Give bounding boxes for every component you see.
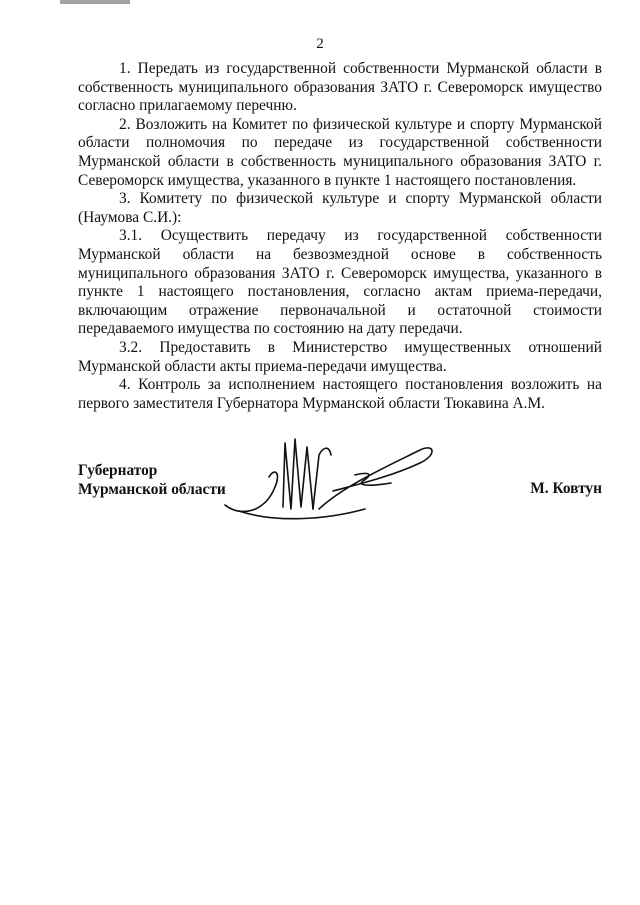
signatory-position-line-2: Мурманской области (78, 481, 226, 498)
paragraph-3-1: 3.1. Осуществить передачу из государственной собственности Мурманской области на безвозмездной основе в собственность муниципального образования ЗАТО г. Североморск имущества, указанного в пункте 1 настоящего постановления, согласно актам приема-передачи, включающим отражение первоначальной и остаточной стоимости передаваемого имущества по состоянию на дату передачи. (78, 227, 602, 338)
paragraph-3-2: 3.2. Предоставить в Министерство имущественных отношений Мурманской области акты приема-передачи имущества. (78, 338, 602, 375)
signatory-position (78, 461, 226, 499)
scan-artifact (60, 0, 130, 4)
signatory-name: М. Ковтун (530, 480, 602, 497)
paragraph-4: 4. Контроль за исполнением настоящего постановления возложить на первого заместителя Губернатора Мурманской области Тюкавина А.М. (78, 376, 602, 412)
paragraph-3: 3. Комитету по физической культуре и спорту Мурманской области (Наумова С.И.): (78, 190, 602, 226)
page-number: 2 (316, 36, 324, 52)
paragraph-2: 2. Возложить на Комитет по физической культуре и спорту Мурманской области полномочия по передаче из государственной собственности Мурманской области в собственность муниципального образования ЗАТО г. Североморск имущества, указанного в пункте 1 настоящего постановления. (78, 115, 602, 189)
signatory-position-line-1: Губернатор (78, 462, 158, 479)
paragraph-1: 1. Передать из государственной собственности Мурманской области в собственность муниципального образования ЗАТО г. Североморск имущество согласно прилагаемому перечню. (78, 60, 602, 115)
handwritten-signature (215, 425, 445, 525)
document-body (78, 60, 602, 413)
